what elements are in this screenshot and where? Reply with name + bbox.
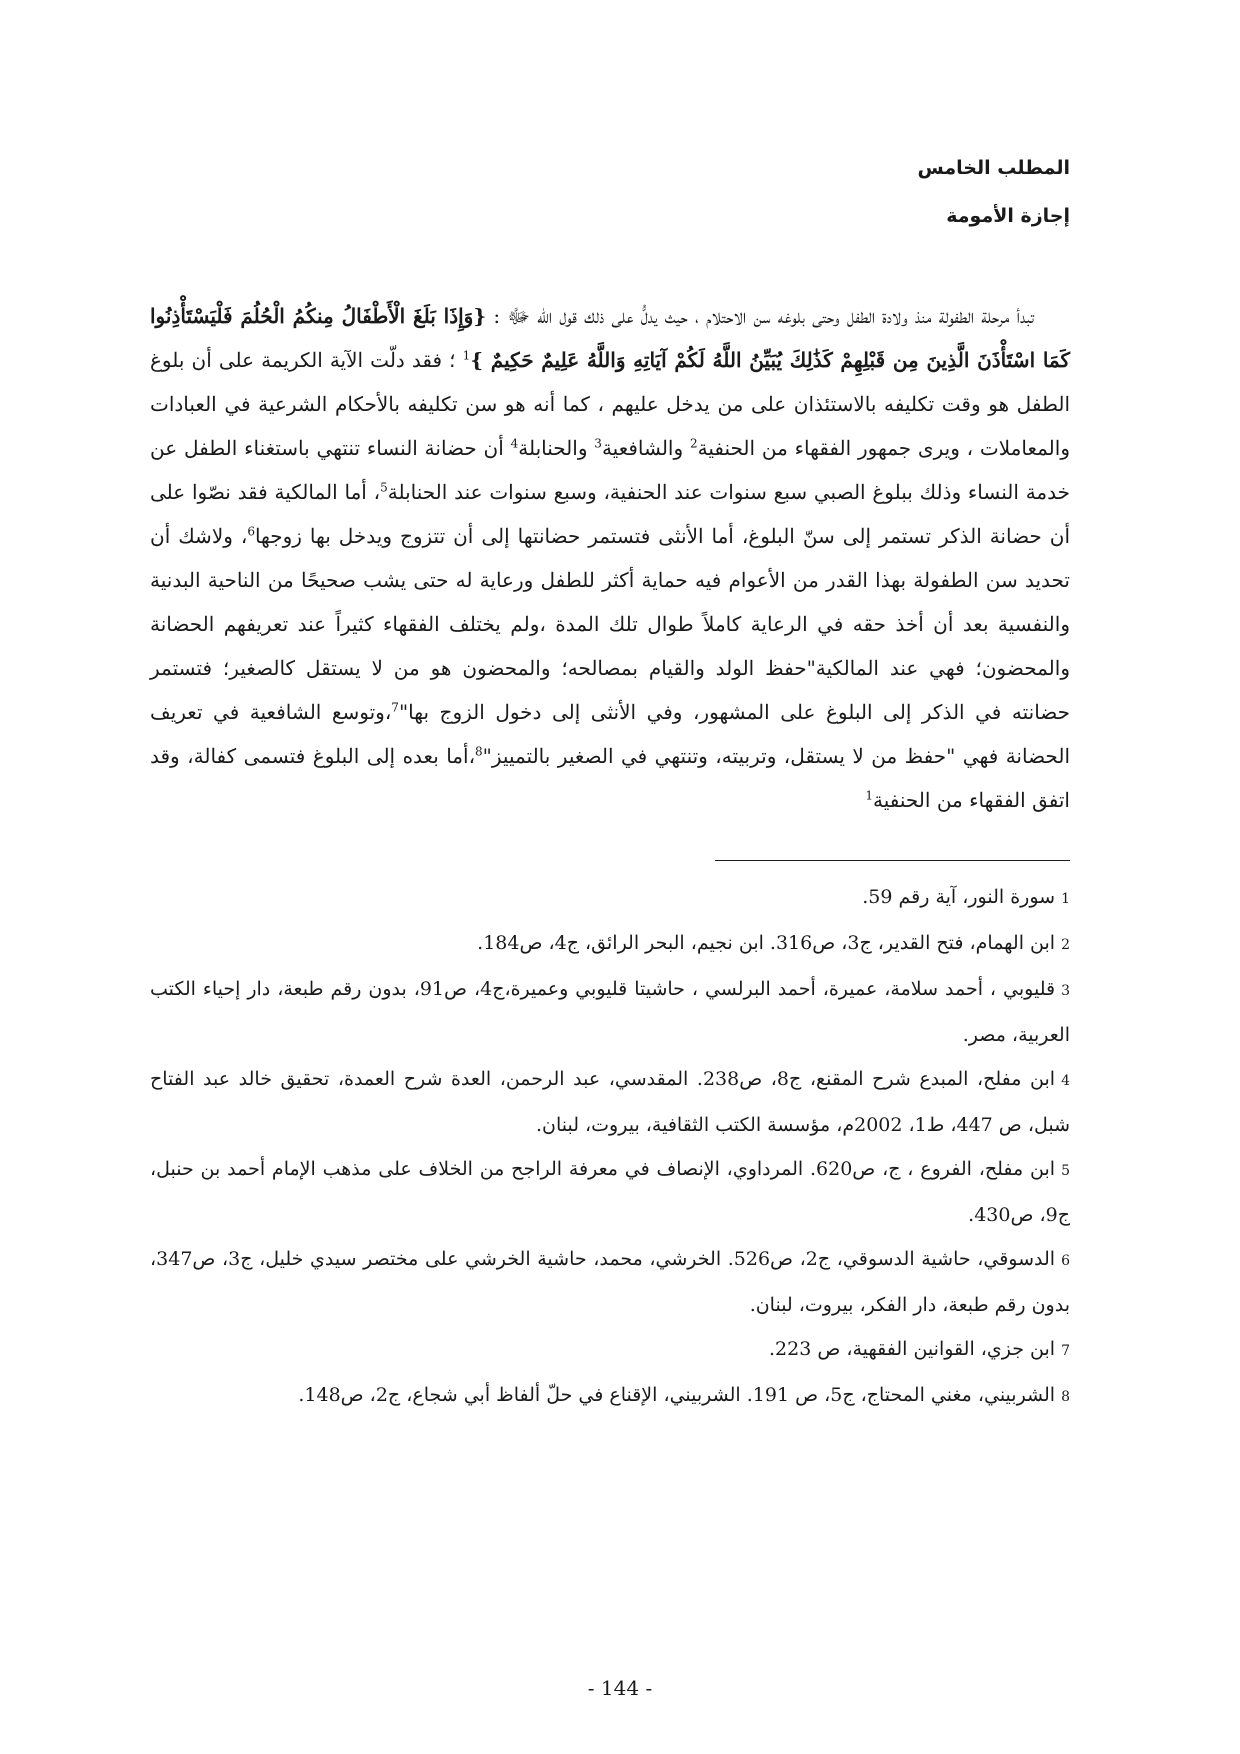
footnote-item [150, 1327, 1070, 1373]
footnote-separator-wrap [150, 822, 1070, 861]
footnote-number: 3 [1061, 983, 1070, 999]
footnote-number: 6 [1061, 1253, 1070, 1269]
footnote-number: 2 [1061, 937, 1070, 953]
document-page [150, 150, 1070, 1419]
footnote-text: ابن مفلح، المبدع شرح المقنع، ج8، ص238. المقدسي، عبد الرحمن، العدة شرح العمدة، تحقيق خالد عبد الفتاح شبل، ص 447، ط1، 2002م، مؤسسة الكتب الثقافية، بيروت، لبنان. [150, 1068, 1070, 1136]
footnote-number: 7 [1061, 1343, 1070, 1359]
footnote-text: الدسوقي، حاشية الدسوقي، ج2، ص526. الخرشي، محمد، حاشية الخرشي على مختصر سيدي خليل، ج3، ص347، بدون رقم طبعة، دار الفكر، بيروت، لبنان. [150, 1248, 1070, 1316]
footnote-ref[interactable]: 1 [462, 348, 471, 363]
footnote-item [150, 875, 1070, 921]
footnote-item [150, 1147, 1070, 1237]
footnote-ref[interactable]: 2 [689, 436, 698, 451]
section-subheading: إجازة الأمومة [946, 205, 1070, 227]
footnote-number: 4 [1061, 1073, 1070, 1089]
footnote-ref[interactable]: 4 [510, 436, 519, 451]
footnotes-list [150, 875, 1070, 1419]
footnote-ref[interactable]: 7 [391, 700, 399, 715]
body-text: والحنابلة [518, 436, 595, 460]
intro-text: تبدأ مرحلة الطفولة منذ ولادة الطفل وحتى بلوغه سن الاحتلام ، حيث يدلُّ على ذلك قول الله ﷻ [507, 304, 1035, 328]
page-number: - 144 - [587, 1676, 653, 1700]
footnote-item [150, 1057, 1070, 1147]
footnote-ref[interactable]: 1 [865, 788, 873, 803]
footnote-text: سورة النور، آية رقم 59. [862, 886, 1056, 908]
footnote-number: 1 [1061, 891, 1070, 907]
body-text: ،وتوسع الشافعية في تعريف الحضانة فهي "حفظ من لا يستقل، وتربيته، وتنتهي في الصغير بالتمييز" [150, 700, 1070, 768]
body-text: ، أما المالكية فقد نصّوا على أن حضانة الذكر تستمر إلى سنّ البلوغ، أما الأنثى فتستمر حضانتها إلى أن تتزوج ويدخل بها زوجها [150, 480, 1071, 548]
footnote-ref[interactable]: 3 [594, 436, 602, 451]
footnote-text: ابن الهمام، فتح القدير، ج3، ص316. ابن نجيم، البحر الرائق، ج4، ص184. [477, 932, 1056, 954]
body-text: ، ولاشك أن تحديد سن الطفولة بهذا القدر من الأعوام فيه حماية أكثر للطفل ورعاية له حتى يشب صحيحًا من الناحية البدنية والنفسية بعد أن أخذ حقه في الرعاية كاملاً طوال تلك المدة ،ولم يختلف الفقهاء كثيراً عند تعريفهم الحضانة والمحضون؛ فهي عند المالكية"حفظ الولد والقيام بمصالحه؛ والمحضون هو من لا يستقل كالصغير؛ فتستمر حضانته في الذكر إلى البلوغ على المشهور، وفي الأنثى إلى دخول الزوج بها" [150, 524, 1071, 724]
footnote-text: قليوبي ، أحمد سلامة، عميرة، أحمد البرلسي ، حاشيتا قليوبي وعميرة،ج4، ص91، بدون رقم طبعة، دار إحياء الكتب العربية، مصر. [150, 978, 1070, 1046]
footnote-separator [715, 860, 1070, 861]
footnote-number: 8 [1061, 1389, 1070, 1405]
footnote-ref[interactable]: 5 [380, 480, 388, 495]
section-heading: المطلب الخامس [917, 157, 1070, 179]
quran-verse: {وَإِذَا بَلَغَ الْأَطْفَالُ مِنكُمُ الْحُلُمَ فَلْيَسْتَأْذِنُوا كَمَا اسْتَأْذَنَ الَّذِينَ مِن قَبْلِهِمْ كَذَٰلِكَ يُبَيِّنُ اللَّهُ لَكُمْ آيَاتِهِ وَاللَّهُ عَلِيمٌ حَكِيمٌ } [150, 304, 1070, 372]
verse-prefix: : [486, 304, 508, 328]
footnote-item [150, 1373, 1070, 1419]
body-text: أن حضانة النساء تنتهي باستغناء الطفل عن خدمة النساء وذلك ببلوغ الصبي سبع سنوات عند الحنفية، وسبع سنوات عند الحنابلة [150, 436, 1070, 504]
footnote-item [150, 1237, 1070, 1327]
footnote-item [150, 967, 1070, 1057]
footnote-ref[interactable]: 8 [475, 744, 483, 759]
footnote-ref[interactable]: 6 [247, 524, 255, 539]
footnote-text: الشربيني، مغني المحتاج، ج5، ص 191. الشربيني، الإقناع في حلّ ألفاظ أبي شجاع، ج2، ص148. [298, 1384, 1056, 1406]
footnote-text: ابن جزي، القوانين الفقهية، ص 223. [768, 1338, 1056, 1360]
footnote-number: 5 [1061, 1163, 1070, 1179]
footnote-text: ابن مفلح، الفروع ، ج، ص620. المرداوي، الإنصاف في معرفة الراجح من الخلاف على مذهب الإمام أحمد بن حنبل، ج9، ص430. [150, 1158, 1070, 1226]
body-text: ،أما بعده إلى البلوغ فتسمى كفالة، وقد اتفق الفقهاء من الحنفية [150, 744, 1070, 812]
body-text: ؛ فقد دلّت الآية الكريمة على أن بلوغ الطفل هو وقت تكليفه بالاستئذان على من يدخل عليهم ، كما أنه هو سن تكليفه بالأحكام الشرعية في العبادات والمعاملات ، ويرى جمهور الفقهاء من الحنفية [150, 348, 1071, 460]
body-text: والشافعية [601, 436, 690, 460]
body-paragraph [150, 294, 1070, 822]
footnote-item [150, 921, 1070, 967]
